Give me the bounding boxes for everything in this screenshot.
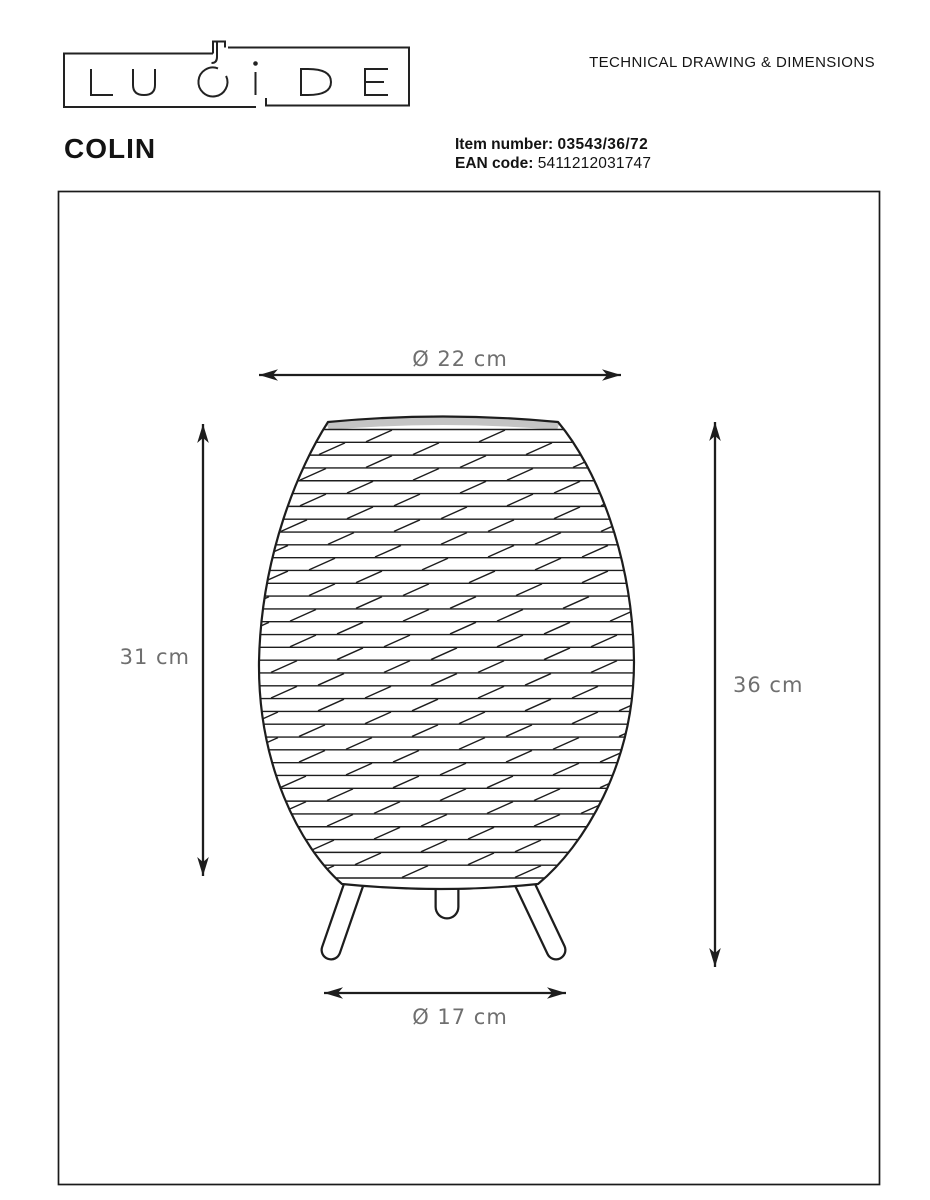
logo-box-hook — [213, 42, 225, 54]
lucide-logo — [64, 42, 409, 108]
ean-code-label: EAN code: — [455, 155, 534, 172]
product-name: COLIN — [64, 133, 157, 164]
dim-label-top-diameter: Ø 22 cm — [412, 347, 508, 371]
dim-label-total-height: 36 cm — [733, 673, 804, 697]
doc-title: TECHNICAL DRAWING & DIMENSIONS — [589, 54, 875, 71]
logo-letters — [91, 42, 388, 97]
ean-code-value: 5411212031747 — [537, 155, 652, 172]
dim-label-base-diameter: Ø 17 cm — [412, 1005, 508, 1029]
item-number-value: 03543/36/72 — [557, 136, 649, 153]
dim-label-shade-height: 31 cm — [119, 645, 190, 669]
item-number-label: Item number: — [455, 136, 554, 153]
